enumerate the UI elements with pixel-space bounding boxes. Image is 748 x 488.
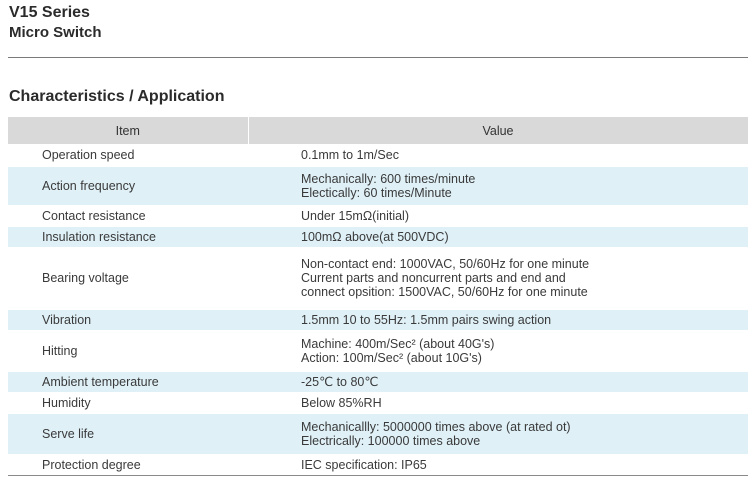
value-line: Mechanically: 600 times/minute bbox=[301, 171, 476, 186]
header-divider bbox=[8, 57, 748, 58]
row-value bbox=[248, 413, 748, 454]
row-item: Contact resistance bbox=[8, 205, 248, 226]
value-line: 100mΩ above(at 500VDC) bbox=[301, 229, 449, 244]
row-item: Bearing voltage bbox=[8, 247, 248, 309]
row-value bbox=[248, 454, 748, 475]
value-line: connect opsition: 1500VAC, 50/60Hz for one minute bbox=[301, 285, 588, 299]
row-item: Hitting bbox=[8, 330, 248, 371]
row-item: Action frequency bbox=[8, 166, 248, 205]
table-row bbox=[8, 309, 748, 330]
value-line: 0.1mm to 1m/Sec bbox=[301, 147, 399, 162]
table-row bbox=[8, 226, 748, 247]
column-header-value: Value bbox=[248, 117, 748, 144]
row-item: Insulation resistance bbox=[8, 226, 248, 247]
table-row bbox=[8, 454, 748, 475]
row-value bbox=[248, 309, 748, 330]
value-line: -25℃ to 80℃ bbox=[301, 374, 379, 389]
row-item: Serve life bbox=[8, 413, 248, 454]
characteristics-table bbox=[8, 117, 748, 476]
row-item: Operation speed bbox=[8, 144, 248, 166]
value-line: Non-contact end: 1000VAC, 50/60Hz for one minute bbox=[301, 257, 590, 271]
value-line: Mechanicallly: 5000000 times above (at rated ot) bbox=[301, 419, 571, 434]
value-line: Action: 100m/Sec² (about 10G's) bbox=[301, 350, 482, 365]
table-row bbox=[8, 247, 748, 309]
row-value bbox=[248, 144, 748, 166]
value-line: Current parts and noncurrent parts and end and bbox=[301, 271, 566, 285]
row-value bbox=[248, 205, 748, 226]
row-value bbox=[248, 392, 748, 413]
table-row bbox=[8, 166, 748, 205]
row-value bbox=[248, 247, 748, 309]
table-row bbox=[8, 413, 748, 454]
row-value bbox=[248, 371, 748, 392]
value-line: IEC specification: IP65 bbox=[301, 457, 427, 472]
row-item: Ambient temperature bbox=[8, 371, 248, 392]
row-item: Humidity bbox=[8, 392, 248, 413]
row-value bbox=[248, 226, 748, 247]
table-row bbox=[8, 205, 748, 226]
value-line: Electrically: 100000 times above bbox=[301, 433, 481, 448]
row-item: Vibration bbox=[8, 309, 248, 330]
value-line: Machine: 400m/Sec² (about 40G's) bbox=[301, 336, 495, 351]
table-row bbox=[8, 371, 748, 392]
table-row bbox=[8, 392, 748, 413]
product-title: Micro Switch bbox=[9, 24, 102, 41]
table-row bbox=[8, 330, 748, 371]
column-header-item: Item bbox=[8, 117, 248, 144]
value-line: 1.5mm 10 to 55Hz: 1.5mm pairs swing action bbox=[301, 312, 552, 327]
table-row bbox=[8, 144, 748, 166]
table-header-row bbox=[8, 117, 748, 144]
section-title: Characteristics / Application bbox=[9, 88, 225, 105]
value-line: Electically: 60 times/Minute bbox=[301, 185, 452, 200]
row-value bbox=[248, 330, 748, 371]
value-line: Below 85%RH bbox=[301, 395, 382, 410]
series-title: V15 Series bbox=[9, 4, 90, 21]
row-item: Protection degree bbox=[8, 454, 248, 475]
value-line: Under 15mΩ(initial) bbox=[301, 208, 409, 223]
row-value bbox=[248, 166, 748, 205]
